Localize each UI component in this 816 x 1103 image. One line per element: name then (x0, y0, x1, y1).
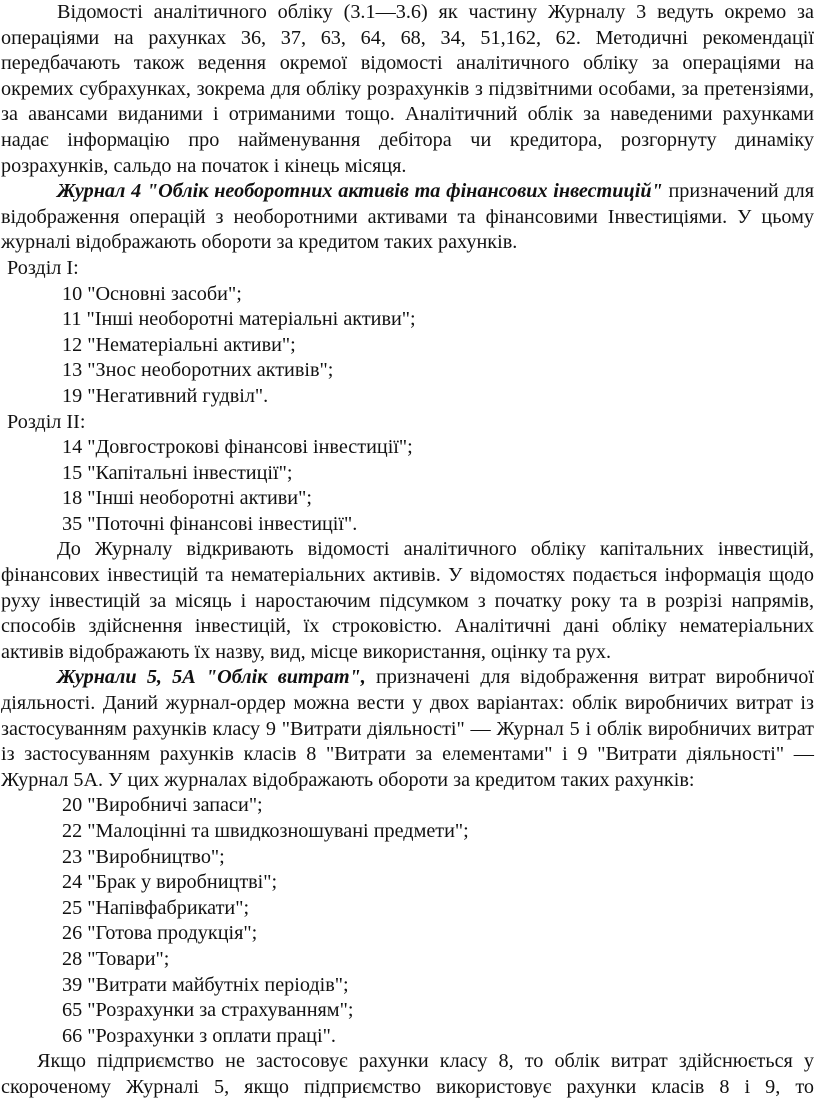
list-item: 19 "Негативний гудвіл". (62, 384, 269, 407)
list-item: 35 "Поточні фінансові інвестиції". (62, 512, 358, 535)
section-1-list (1, 282, 814, 410)
list-item: 14 "Довгострокові фінансові інвестиції"; (62, 436, 413, 459)
paragraph-class-8-note (1, 1049, 814, 1100)
list-item: 18 "Інші необоротні активи"; (62, 487, 312, 510)
list-item: 15 "Капітальні інвестиції"; (62, 461, 293, 484)
list-item: 25 "Напівфабрикати"; (62, 896, 250, 919)
text-line: Якщо підприємство не застосовує рахунки класу 8, то облік витрат здійснюється у (37, 1050, 814, 1073)
paragraph-analytical-records: Відомості аналітичного обліку (3.1—3.6) як частину Журналу 3 ведуть окремо за операціями на рахунках 36, 37, 63, 64, 68, 34, 51,162, 62. Методичні рекомендації передбачають також ведення окремої відомості аналітичного обліку за операціями на окремих субрахунках, зокрема для обліку розрахунків з підзвітними особами, за претензіями, за авансами виданими і отриманими тощо. Аналітичний облік за наведеними рахунками надає інформацію про найменування дебітора чи кредитора, розгорнуту динаміку розрахунків, сальдо на початок і кінець місяця. (1, 1, 814, 177)
text-line: скороченому Журналі 5, якщо підприємство використовує рахунки класів 8 і 9, то (1, 1075, 814, 1098)
journal-4-description: призначений для відображення операцій з необоротними активами та фінансовими Інвестиціями. У цьому журналі відображають обороти за кредитом таких рахунків. (1, 180, 814, 254)
list-item: 12 "Нематеріальні активи"; (62, 333, 296, 356)
list-item: 11 "Інші необоротні матеріальні активи"; (62, 308, 416, 331)
section-2-list (1, 435, 814, 537)
list-item: 13 "Знос необоротних активів"; (62, 359, 334, 382)
list-item: 20 "Виробничі запаси"; (62, 794, 263, 817)
list-item: 10 "Основні засоби"; (62, 282, 242, 305)
section-3-list (1, 793, 814, 1049)
list-item: 22 "Малоцінні та швидкозношувані предмети"; (62, 820, 469, 842)
paragraph-journal-5 (1, 665, 814, 793)
list-item: 28 "Товари"; (62, 947, 170, 970)
paragraph-journal-4 (1, 179, 814, 256)
journal-4-title: Журнал 4 "Облік необоротних активів та фінансових інвестицій" (57, 180, 663, 203)
section-1-label: Розділ І: (7, 256, 79, 279)
list-item: 65 "Розрахунки за страхуванням"; (62, 999, 354, 1022)
journal-5-title: Журнали 5, 5А "Облік витрат", (57, 666, 366, 689)
paragraph-investment-records: До Журналу відкривають відомості аналітичного обліку капітальних інвестицій, фінансових інвестицій та нематеріальних активів. У відомостях подається інформація щодо руху інвестицій за місяць і наростаючим підсумком з початку року та в розрізі напрямів, способів здійснення інвестицій, їх строковістю. Аналітичні дані обліку нематеріальних активів відображають їх назву, вид, місце використання, оцінку та рух. (1, 538, 814, 663)
list-item: 26 "Готова продукція"; (62, 922, 258, 945)
list-item: 23 "Виробництво"; (62, 845, 225, 868)
list-item: 24 "Брак у виробництві"; (62, 871, 278, 894)
journal-5-description: призначені для відображення витрат виробничої діяльності. Даний журнал-ордер можна вести у двох варіантах: облік виробничих витрат із застосуванням рахунків класу 9 "Витрати діяльності" — Журнал 5 і облік виробничих витрат із застосуванням рахунків класів 8 "Витрати за елементами" і 9 "Витрати діяльності" — Журнал 5А. У цих журналах відображають обороти за кредитом таких рахунків: (1, 666, 814, 791)
section-2-label: Розділ II: (7, 410, 86, 433)
list-item: 39 "Витрати майбутніх періодів"; (62, 973, 349, 996)
list-item: 66 "Розрахунки з оплати праці". (62, 1024, 336, 1047)
